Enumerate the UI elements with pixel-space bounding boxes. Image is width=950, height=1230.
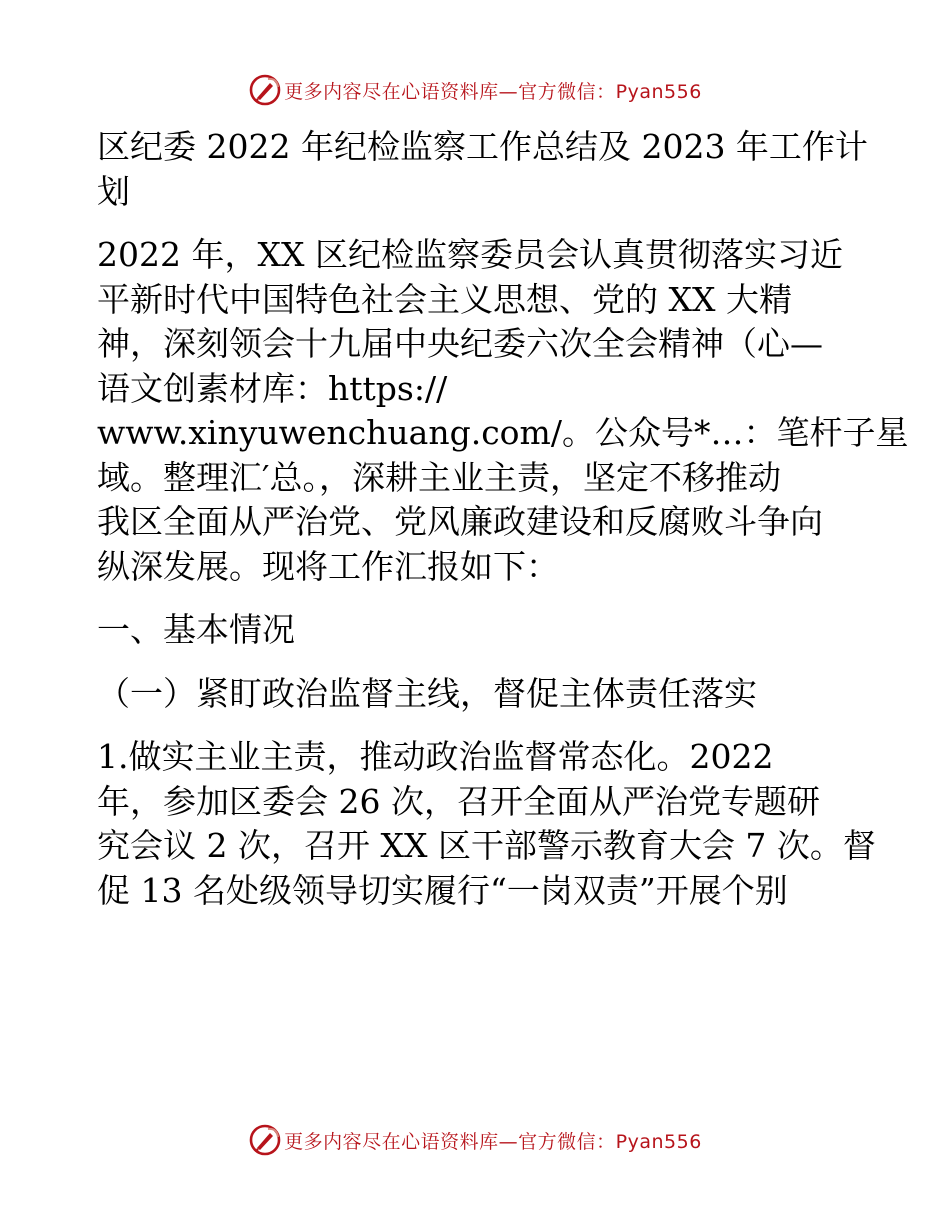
paragraph-line: 年，参加区委会 26 次，召开全面从严治党专题研	[97, 781, 820, 821]
paragraph-line: 神，深刻领会十九届中央纪委六次全会精神（心—	[97, 324, 823, 363]
paragraph-line: 1.做实主业主责，推动政治监督常态化。2022	[97, 737, 774, 776]
document-body	[97, 125, 909, 913]
title-line: 划	[97, 171, 130, 211]
pen-logo-icon	[248, 73, 282, 107]
subsection-heading: （一）紧盯政治监督主线，督促主体责任落实	[97, 673, 757, 713]
paragraph-line: 语文创素材库：https://	[97, 368, 448, 408]
paragraph-line: 2022 年，XX 区纪检监察委员会认真贯彻落实习近	[97, 235, 843, 274]
item-paragraph	[97, 735, 876, 913]
title-line: 区纪委 2022 年纪检监察工作总结及 2023 年工作计	[97, 127, 868, 166]
header-banner	[0, 70, 950, 110]
paragraph-line: 促 13 名处级领导切实履行“一岗双责”开展个别	[97, 870, 788, 910]
document-title	[97, 125, 867, 214]
paragraph-line: 我区全面从严治党、党风廉政建设和反腐败斗争向	[97, 502, 823, 541]
paragraph-line: 平新时代中国特色社会主义思想、党的 XX 大精	[97, 279, 792, 319]
intro-paragraph	[97, 233, 909, 589]
paragraph-line: 纵深发展。现将工作汇报如下：	[97, 546, 559, 586]
paragraph-line: www.xinyuwenchuang.com/。公众号*…：笔杆子星	[97, 413, 909, 452]
pen-logo-icon	[248, 1123, 282, 1157]
paragraph-line: 域。整理汇′总。，深耕主业主责，坚定不移推动	[97, 457, 781, 497]
footer-banner	[0, 1120, 950, 1160]
section-heading: 一、基本情况	[97, 610, 295, 649]
banner-text: 更多内容尽在心语资料库—官方微信：Pyan556	[284, 80, 702, 103]
banner-text: 更多内容尽在心语资料库—官方微信：Pyan556	[284, 1130, 702, 1153]
paragraph-line: 究会议 2 次，召开 XX 区干部警示教育大会 7 次。督	[97, 826, 876, 865]
